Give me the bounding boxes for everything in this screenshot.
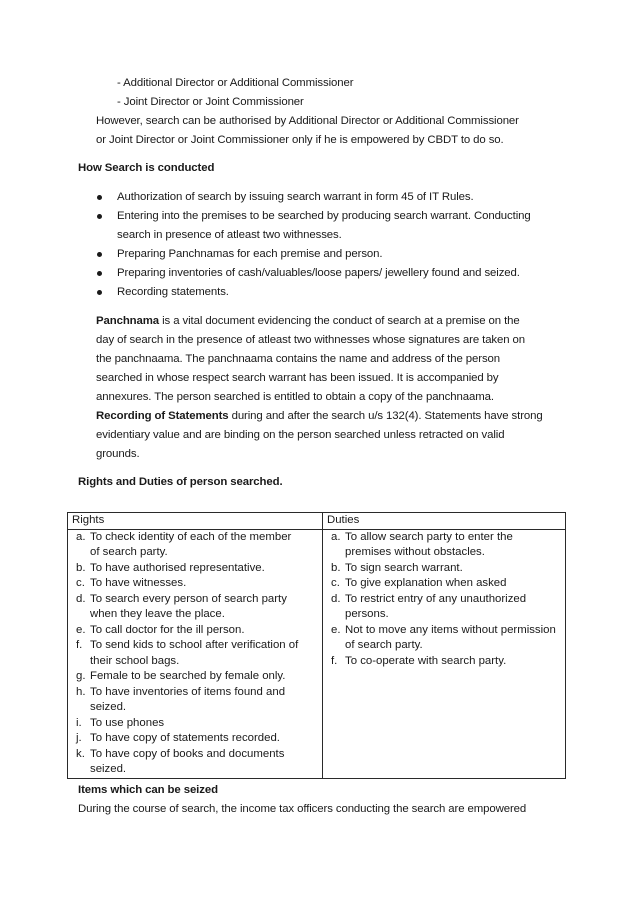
items-seized-line: During the course of search, the income tax officers conducting the search are empowered [78, 803, 527, 815]
table-header-row [68, 513, 566, 530]
list-item: d. To restrict entry of any unauthorized [331, 592, 527, 605]
list-item: f. To co-operate with search party. [331, 654, 507, 667]
bullet-dot [97, 290, 102, 295]
intro-line-3: However, search can be authorised by Additional Director or Additional Commissioner [96, 115, 519, 127]
bullet-dot [97, 195, 102, 200]
bullet-dot [97, 252, 102, 257]
list-item: a. To allow search party to enter the [331, 530, 513, 543]
how-search-heading: How Search is conducted [78, 162, 215, 174]
list-item-continuation: of search party. [90, 546, 168, 558]
list-item: f. To send kids to school after verification of [76, 639, 299, 651]
list-item: h. To have inventories of items found and [76, 685, 286, 698]
list-item: c. To give explanation when asked [331, 577, 507, 589]
list-item: b. To sign search warrant. [331, 561, 463, 574]
panchnama-line: annexures. The person searched is entitled to obtain a copy of the panchnaama. [96, 391, 494, 403]
rights-duties-heading: Rights and Duties of person searched. [78, 476, 283, 488]
list-item: g. Female to be searched by female only. [76, 670, 286, 682]
list-item: e. To call doctor for the ill person. [76, 623, 245, 636]
list-item: e. Not to move any items without permission [331, 623, 556, 636]
duties-cell [323, 529, 566, 778]
rights-header: Rights [68, 513, 323, 530]
panchnama-line: searched in whose respect search warrant has been issued. It is accompanied by [96, 372, 499, 384]
items-seized-heading: Items which can be seized [78, 784, 218, 796]
bullet-item-continuation: search in presence of atleast two withnesses. [117, 229, 342, 241]
bullet-item: Recording statements. [117, 286, 229, 298]
bullet-item: Entering into the premises to be searched by producing search warrant. Conducting [117, 210, 531, 222]
intro-line-1: - Additional Director or Additional Commissioner [117, 77, 354, 89]
bullet-dot [97, 271, 102, 276]
list-item: j. To have copy of statements recorded. [76, 732, 280, 744]
table-row [68, 529, 566, 778]
list-item-continuation: when they leave the place. [90, 608, 225, 620]
panchnama-text: is a vital document evidencing the conduct of search at a premise on the [159, 315, 520, 327]
recording-term: Recording of Statements [96, 410, 229, 422]
intro-line-4: or Joint Director or Joint Commissioner only if he is empowered by CBDT to do so. [96, 134, 504, 146]
panchnama-line: day of search in the presence of atleast two withnesses whose signatures are taken on [96, 334, 526, 346]
list-item: k. To have copy of books and documents [76, 747, 285, 760]
list-item-continuation: their school bags. [90, 654, 180, 667]
panchnama-line: the panchnaama. The panchnaama contains the name and address of the person [96, 353, 501, 365]
list-item: a. To check identity of each of the member [76, 530, 292, 543]
bullet-item: Preparing inventories of cash/valuables/loose papers/ jewellery found and seized. [117, 267, 520, 279]
list-item: c. To have witnesses. [76, 577, 187, 589]
bullet-dot [97, 214, 102, 219]
bullet-item: Preparing Panchnamas for each premise and person. [117, 248, 383, 260]
recording-line [96, 408, 543, 424]
rights-duties-table [67, 512, 566, 779]
list-item-continuation: seized. [90, 701, 127, 713]
bullet-item: Authorization of search by issuing search warrant in form 45 of IT Rules. [117, 191, 474, 203]
panchnama-line [96, 313, 520, 329]
list-item-continuation: seized. [90, 763, 127, 775]
list-item: b. To have authorised representative. [76, 561, 265, 574]
recording-line: evidentiary value and are binding on the person searched unless retracted on valid [96, 429, 505, 441]
list-item-continuation: persons. [345, 608, 389, 620]
list-item-continuation: of search party. [345, 639, 423, 651]
panchnama-term: Panchnama [96, 315, 160, 327]
recording-line: grounds. [96, 448, 140, 460]
recording-text: during and after the search u/s 132(4). Statements have strong [228, 410, 543, 422]
list-item: i. To use phones [76, 716, 165, 729]
intro-line-2: - Joint Director or Joint Commissioner [117, 96, 304, 108]
duties-header: Duties [323, 513, 566, 530]
rights-cell [68, 529, 323, 778]
list-item: d. To search every person of search party [76, 592, 287, 605]
list-item-continuation: premises without obstacles. [345, 546, 485, 558]
